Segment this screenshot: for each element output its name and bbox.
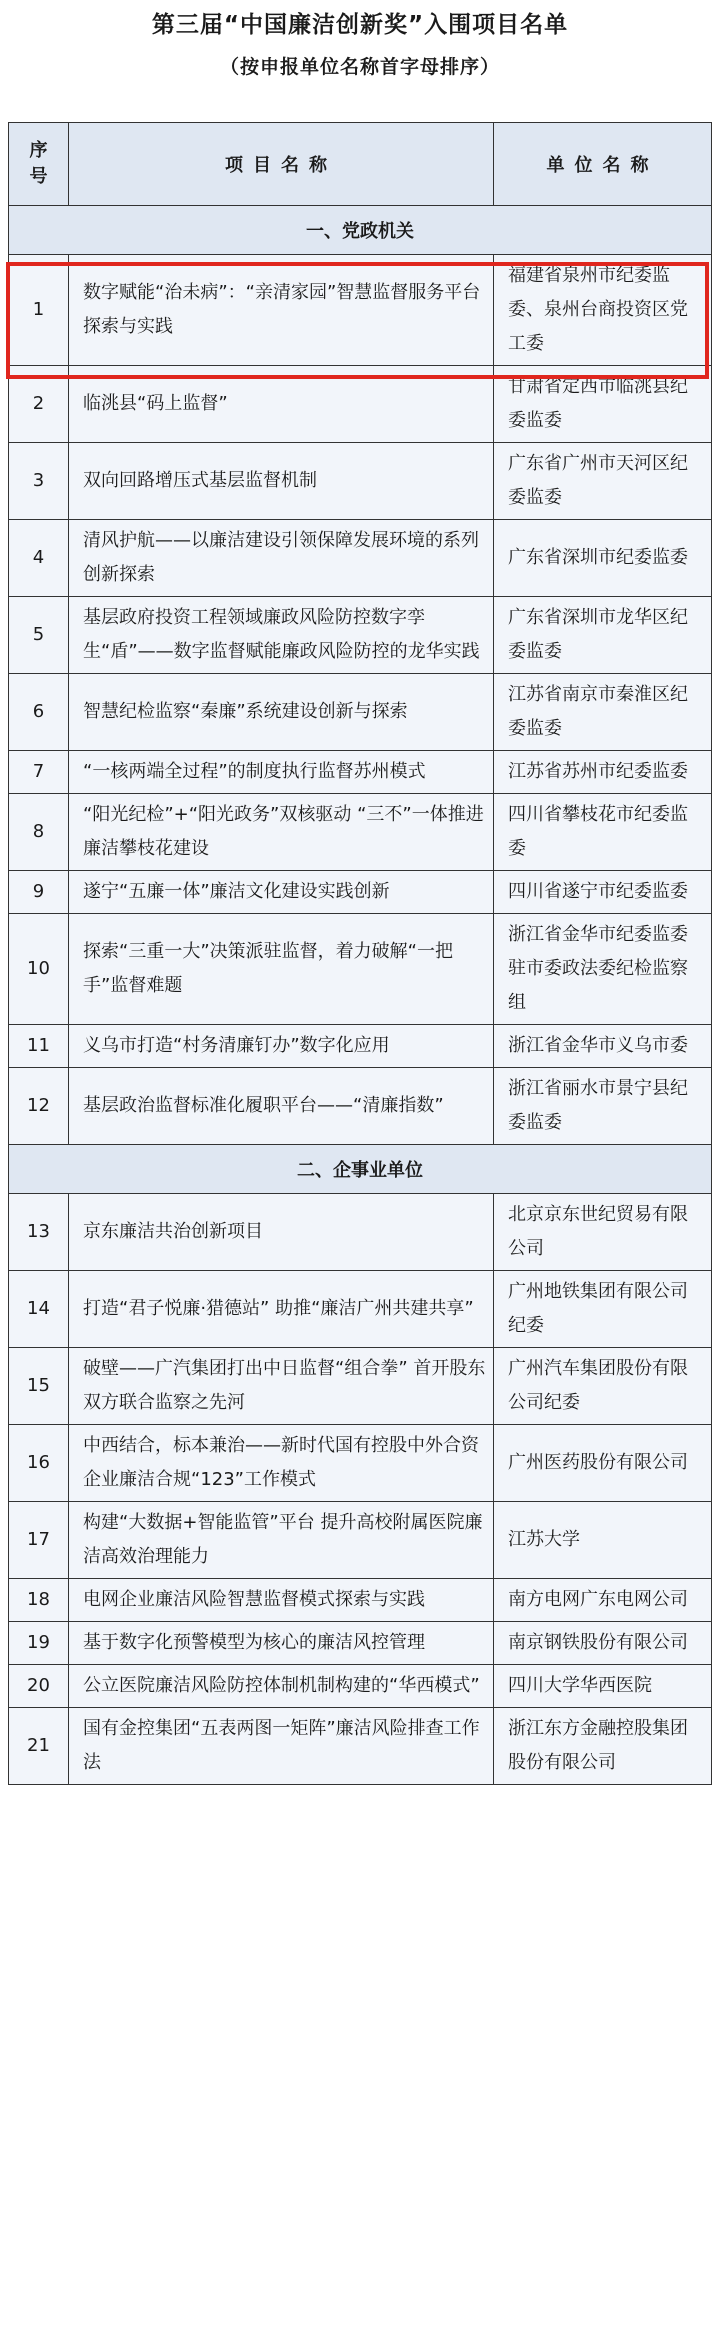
- unit-name: 广州地铁集团有限公司纪委: [494, 1271, 712, 1348]
- row-number: 8: [9, 794, 69, 871]
- project-name: 临洮县“码上监督”: [69, 366, 494, 443]
- unit-name: 福建省泉州市纪委监委、泉州台商投资区党工委: [494, 255, 712, 366]
- header-project: [69, 123, 494, 206]
- unit-name: 广东省广州市天河区纪委监委: [494, 443, 712, 520]
- row-number: 17: [9, 1502, 69, 1579]
- project-name: 基层政府投资工程领域廉政风险防控数字孪生“盾”——数字监督赋能廉政风险防控的龙华实践: [69, 597, 494, 674]
- project-name: 基于数字化预警模型为核心的廉洁风控管理: [69, 1622, 494, 1665]
- page-title: 第三届“中国廉洁创新奖”入围项目名单: [151, 12, 569, 38]
- table-row: [9, 1502, 712, 1579]
- project-name: 国有金控集团“五表两图一矩阵”廉洁风险排查工作法: [69, 1708, 494, 1785]
- unit-name: 北京京东世纪贸易有限公司: [494, 1194, 712, 1271]
- project-name: 双向回路增压式基层监督机制: [69, 443, 494, 520]
- table-row: [9, 255, 712, 366]
- row-number: 12: [9, 1068, 69, 1145]
- project-name: “阳光纪检”+“阳光政务”双核驱动 “三不”一体推进廉洁攀枝花建设: [69, 794, 494, 871]
- section-header-row: [9, 206, 712, 255]
- table-row: [9, 871, 712, 914]
- section-title: 一、党政机关: [9, 206, 712, 255]
- unit-name: 四川大学华西医院: [494, 1665, 712, 1708]
- table-row: [9, 1194, 712, 1271]
- project-name: 数字赋能“治未病”：“亲清家园”智慧监督服务平台探索与实践: [69, 255, 494, 366]
- header-unit-label: 单位名称: [546, 155, 659, 176]
- table-row: [9, 1622, 712, 1665]
- row-number: 2: [9, 366, 69, 443]
- row-number: 15: [9, 1348, 69, 1425]
- table-row: [9, 1708, 712, 1785]
- row-number: 6: [9, 674, 69, 751]
- unit-name: 四川省遂宁市纪委监委: [494, 871, 712, 914]
- unit-name: 南京钢铁股份有限公司: [494, 1622, 712, 1665]
- row-number: 7: [9, 751, 69, 794]
- row-number: 4: [9, 520, 69, 597]
- table-row: [9, 366, 712, 443]
- table-row: [9, 443, 712, 520]
- unit-name: 江苏省苏州市纪委监委: [494, 751, 712, 794]
- table-row: [9, 1271, 712, 1348]
- row-number: 13: [9, 1194, 69, 1271]
- table-row: [9, 1068, 712, 1145]
- unit-name: 浙江省金华市义乌市委: [494, 1025, 712, 1068]
- row-number: 18: [9, 1579, 69, 1622]
- table-row: [9, 597, 712, 674]
- row-number: 16: [9, 1425, 69, 1502]
- table-row: [9, 1425, 712, 1502]
- unit-name: 浙江省金华市纪委监委驻市委政法委纪检监察组: [494, 914, 712, 1025]
- row-number: 21: [9, 1708, 69, 1785]
- table-row: [9, 674, 712, 751]
- nominee-table-container: [8, 122, 711, 1785]
- project-name: 遂宁“五廉一体”廉洁文化建设实践创新: [69, 871, 494, 914]
- header-seq: [9, 123, 69, 206]
- header-unit: [494, 123, 712, 206]
- table-body: [9, 206, 712, 1785]
- section-title: 二、企事业单位: [9, 1145, 712, 1194]
- header-project-label: 项目名称: [225, 155, 337, 176]
- project-name: 构建“大数据+智能监管”平台 提升高校附属医院廉洁高效治理能力: [69, 1502, 494, 1579]
- table-row: [9, 751, 712, 794]
- project-name: 公立医院廉洁风险防控体制机制构建的“华西模式”: [69, 1665, 494, 1708]
- table-row: [9, 1025, 712, 1068]
- unit-name: 甘肃省定西市临洮县纪委监委: [494, 366, 712, 443]
- project-name: 探索“三重一大”决策派驻监督，着力破解“一把手”监督难题: [69, 914, 494, 1025]
- unit-name: 南方电网广东电网公司: [494, 1579, 712, 1622]
- unit-name: 浙江东方金融控股集团股份有限公司: [494, 1708, 712, 1785]
- unit-name: 江苏省南京市秦淮区纪委监委: [494, 674, 712, 751]
- row-number: 10: [9, 914, 69, 1025]
- unit-name: 浙江省丽水市景宁县纪委监委: [494, 1068, 712, 1145]
- project-name: 京东廉洁共治创新项目: [69, 1194, 494, 1271]
- project-name: 电网企业廉洁风险智慧监督模式探索与实践: [69, 1579, 494, 1622]
- row-number: 14: [9, 1271, 69, 1348]
- table-row: [9, 520, 712, 597]
- unit-name: 广州医药股份有限公司: [494, 1425, 712, 1502]
- table-row: [9, 914, 712, 1025]
- table-header-row: [9, 123, 712, 206]
- row-number: 11: [9, 1025, 69, 1068]
- table-row: [9, 1348, 712, 1425]
- header-seq-line2: 号: [29, 166, 48, 187]
- row-number: 9: [9, 871, 69, 914]
- unit-name: 广东省深圳市纪委监委: [494, 520, 712, 597]
- project-name: 打造“君子悦廉·猎德站” 助推“廉洁广州共建共享”: [69, 1271, 494, 1348]
- unit-name: 广州汽车集团股份有限公司纪委: [494, 1348, 712, 1425]
- table-row: [9, 1579, 712, 1622]
- row-number: 20: [9, 1665, 69, 1708]
- table-row: [9, 794, 712, 871]
- table-row: [9, 1665, 712, 1708]
- unit-name: 四川省攀枝花市纪委监委: [494, 794, 712, 871]
- project-name: 破壁——广汽集团打出中日监督“组合拳” 首开股东双方联合监察之先河: [69, 1348, 494, 1425]
- row-number: 1: [9, 255, 69, 366]
- project-name: 中西结合，标本兼治——新时代国有控股中外合资企业廉洁合规“123”工作模式: [69, 1425, 494, 1502]
- page-subtitle: （按申报单位名称首字母排序）: [219, 56, 500, 78]
- project-name: 义乌市打造“村务清廉钉办”数字化应用: [69, 1025, 494, 1068]
- unit-name: 江苏大学: [494, 1502, 712, 1579]
- unit-name: 广东省深圳市龙华区纪委监委: [494, 597, 712, 674]
- row-number: 19: [9, 1622, 69, 1665]
- row-number: 3: [9, 443, 69, 520]
- project-name: 清风护航——以廉洁建设引领保障发展环境的系列创新探索: [69, 520, 494, 597]
- section-header-row: [9, 1145, 712, 1194]
- header-seq-line1: 序: [29, 140, 48, 161]
- project-name: 基层政治监督标准化履职平台——“清廉指数”: [69, 1068, 494, 1145]
- project-name: “一核两端全过程”的制度执行监督苏州模式: [69, 751, 494, 794]
- row-number: 5: [9, 597, 69, 674]
- nominee-table: [8, 122, 712, 1785]
- project-name: 智慧纪检监察“秦廉”系统建设创新与探索: [69, 674, 494, 751]
